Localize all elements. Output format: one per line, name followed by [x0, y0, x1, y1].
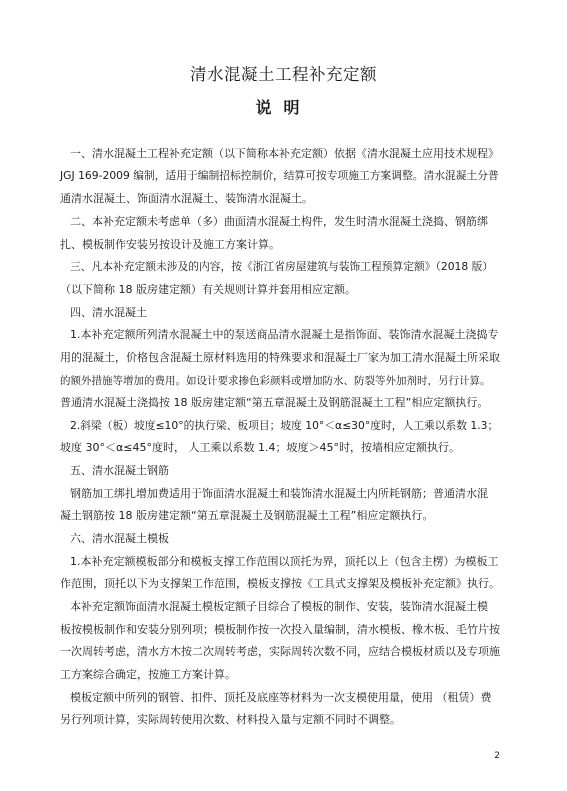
paragraph-line: 作范围，顶托以下为支撑架工作范围，模板支撑按《工具式支撑架及模板补充定额》执行。	[60, 577, 500, 590]
page-number: 2	[494, 751, 500, 761]
paragraph-line: 扎、模板制作安装另按设计及施工方案计算。	[60, 238, 280, 251]
section-heading-line: 四、清水混凝土	[70, 306, 147, 319]
section-heading-line: 五、清水混凝土钢筋	[70, 464, 169, 477]
paragraph-line: 一次周转考虑，清水方木按二次周转考虑，实际周转次数不同，应结合模板材质以及专项施	[60, 645, 500, 658]
paragraph-line: 工方案综合确定，按施工方案计算。	[60, 668, 236, 681]
section-heading: 说明	[255, 98, 312, 117]
paragraph-line: 1.本补充定额模板部分和模板支撑工作范围以顶托为界，顶托以上（包含主楞）为模板工	[70, 555, 499, 568]
paragraph-line: 一、清水混凝土工程补充定额（以下简称本补充定额）依据《清水混凝土应用技术规程》	[70, 147, 499, 160]
paragraph-line: 用的混凝土，价格包含混凝土原材料选用的特殊要求和混凝土厂家为加工清水混凝土所采取	[60, 351, 500, 364]
paragraph-line: 2.斜梁（板）坡度≤10°的执行梁、板项目；坡度 10°＜α≤30°度时，人工乘以系数 1.3；	[70, 419, 499, 432]
paragraph-line: 的额外措施等增加的费用。如设计要求掺色彩颜料或增加防水、防裂等外加剂时，另行计算。	[60, 375, 491, 387]
document-title: 清水混凝土工程补充定额	[190, 65, 377, 84]
paragraph-line: 1.本补充定额所列清水混凝土中的泵送商品清水混凝土是指饰面、装饰清水混凝土浇捣专	[70, 328, 499, 341]
paragraph-line: JGJ 169-2009 编制，适用于编制招标控制价，结算可按专项施工方案调整。清水混凝土分普	[60, 169, 499, 182]
paragraph-line: 另行列项计算，实际周转使用次数、材料投入量与定额不同时不调整。	[60, 713, 401, 726]
paragraph-line: （以下简称 18 版房建定额）有关规则计算并套用相应定额。	[60, 283, 356, 296]
paragraph-line: 通清水混凝土、饰面清水混凝土、装饰清水混凝土。	[60, 192, 313, 205]
paragraph-line: 二、本补充定额未考虑单（多）曲面清水混凝土构件，发生时清水混凝土浇捣、钢筋绑	[70, 215, 488, 228]
paragraph-line: 三、凡本补充定额未涉及的内容，按《浙江省房屋建筑与装饰工程预算定额》（2018 版）	[70, 260, 494, 273]
paragraph-line: 钢筋加工绑扎增加费适用于饰面清水混凝土和装饰清水混凝土内所耗钢筋；普通清水混	[70, 487, 488, 500]
section-heading-line: 六、清水混凝土模板	[70, 532, 169, 545]
paragraph-line: 普通清水混凝土浇捣按 18 版房建定额“第五章混凝土及钢筋混凝土工程”相应定额执行。	[60, 396, 489, 409]
paragraph-line: 坡度 30°＜α≤45°度时， 人工乘以系数 1.4；坡度＞45°时，按墙相应定额执行。	[60, 441, 460, 454]
paragraph-line: 板按模板制作和安装分别列项；模板制作按一次投入量编制，清水模板、橡木板、毛竹片按	[60, 623, 500, 636]
paragraph-line: 本补充定额饰面清水混凝土模板定额子目综合了模板的制作、安装，装饰清水混凝土模	[70, 600, 488, 613]
paragraph-line: 凝土钢筋按 18 版房建定额“第五章混凝土及钢筋混凝土工程”相应定额执行。	[60, 509, 434, 522]
paragraph-line: 模板定额中所列的钢管、扣件、顶托及底座等材料为一次支模使用量，使用 （租赁）费	[70, 691, 492, 704]
